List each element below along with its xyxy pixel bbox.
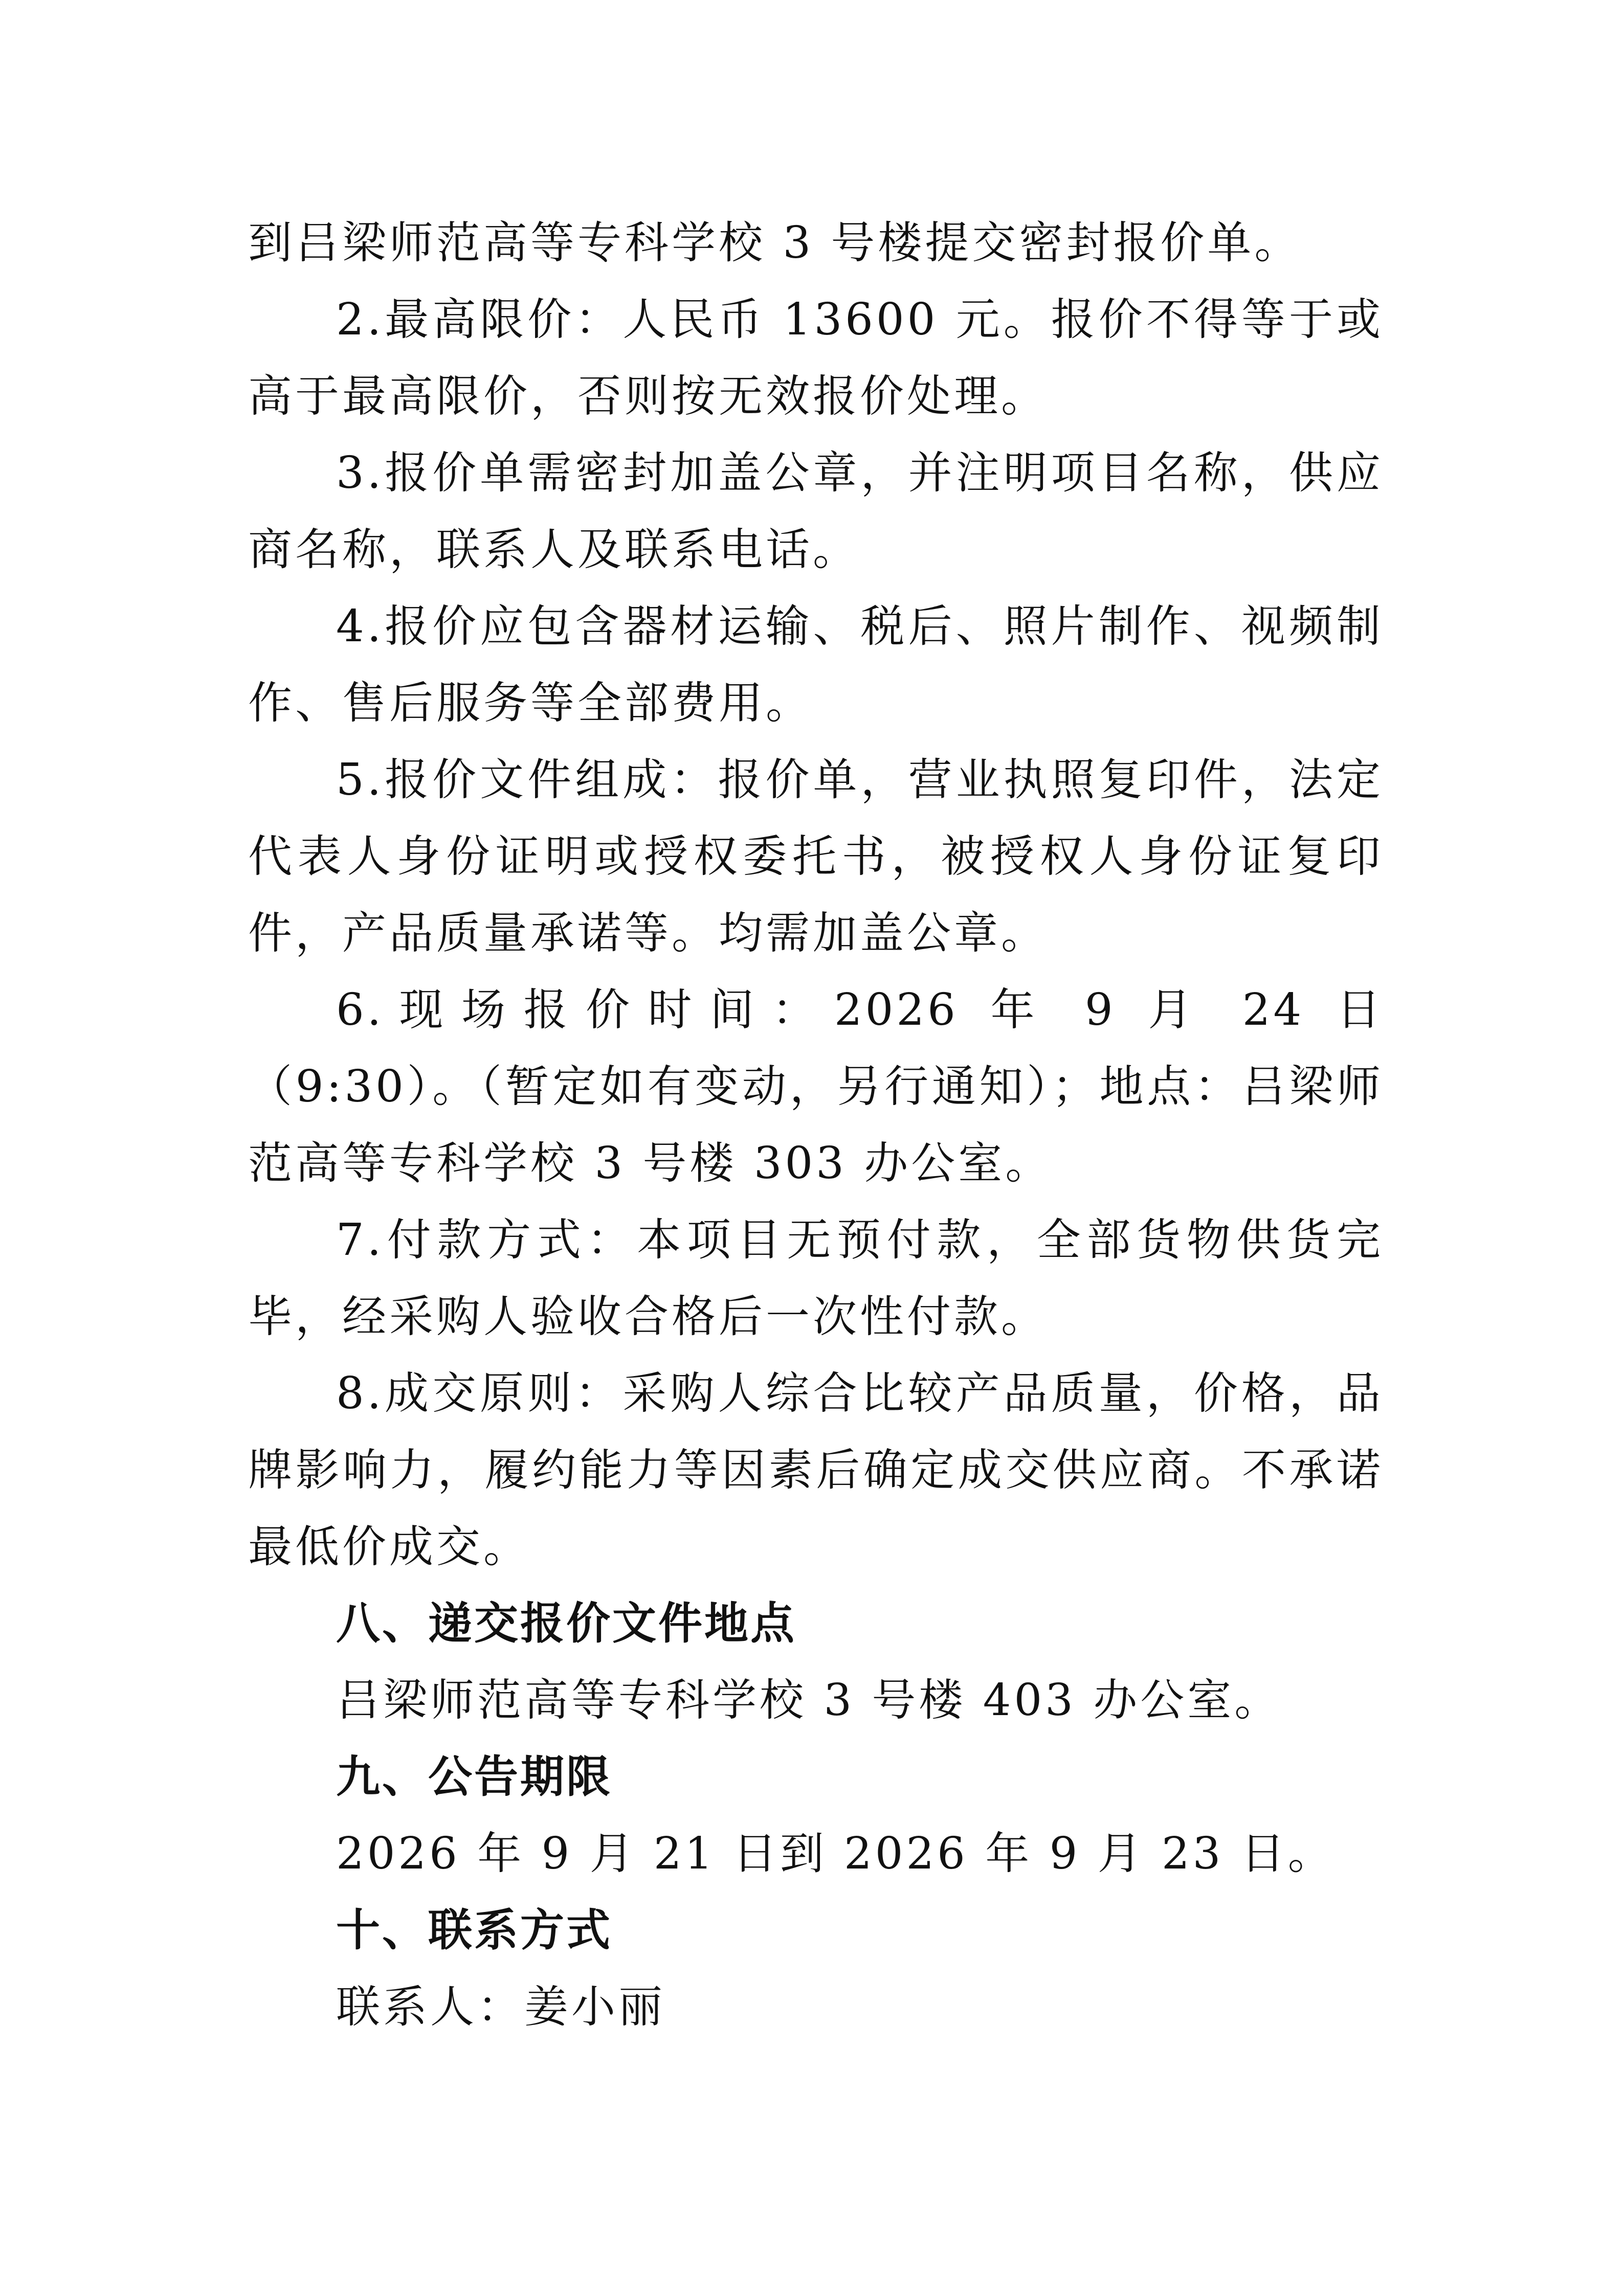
section-body-contact: 联系人：姜小丽 [336, 1982, 665, 2033]
document-body [248, 205, 1384, 2045]
paragraph-item-3-sealing: 3.报价单需密封加盖公章，并注明项目名称，供应商名称，联系人及联系电话。 [248, 447, 1384, 575]
paragraph-item-4-costs: 4.报价应包含器材运输、税后、照片制作、视频制作、售后服务等全部费用。 [248, 601, 1384, 729]
paragraph-item-6-time-location: 6.现场报价时间：2026 年 9 月 24 日（9:30）。（暂定如有变动，另行通知）；地点：吕梁师范高等专科学校 3 号楼 303 办公室。 [248, 984, 1384, 1189]
section-heading-submission-location: 八、递交报价文件地点 [336, 1598, 796, 1649]
section-body-announcement-period: 2026 年 9 月 21 日到 2026 年 9 月 23 日。 [336, 1828, 1335, 1879]
paragraph-item-5-documents: 5.报价文件组成：报价单，营业执照复印件，法定代表人身份证明或授权委托书，被授权人身份证复印件，产品质量承诺等。均需加盖公章。 [248, 754, 1384, 959]
paragraph-item-7-payment: 7.付款方式：本项目无预付款，全部货物供货完毕，经采购人验收合格后一次性付款。 [248, 1214, 1384, 1342]
paragraph-item-8-principles: 8.成交原则：采购人综合比较产品质量，价格，品牌影响力，履约能力等因素后确定成交供应商。不承诺最低价成交。 [248, 1368, 1384, 1572]
section-heading-contact: 十、联系方式 [336, 1905, 612, 1956]
section-heading-announcement-period: 九、公告期限 [336, 1751, 612, 1803]
paragraph-continuation: 到吕梁师范高等专科学校 3 号楼提交密封报价单。 [248, 217, 1302, 268]
paragraph-item-2-price-limit: 2.最高限价：人民币 13600 元。报价不得等于或高于最高限价，否则按无效报价处理。 [248, 294, 1384, 422]
section-body-submission-location: 吕梁师范高等专科学校 3 号楼 403 办公室。 [336, 1675, 1282, 1726]
